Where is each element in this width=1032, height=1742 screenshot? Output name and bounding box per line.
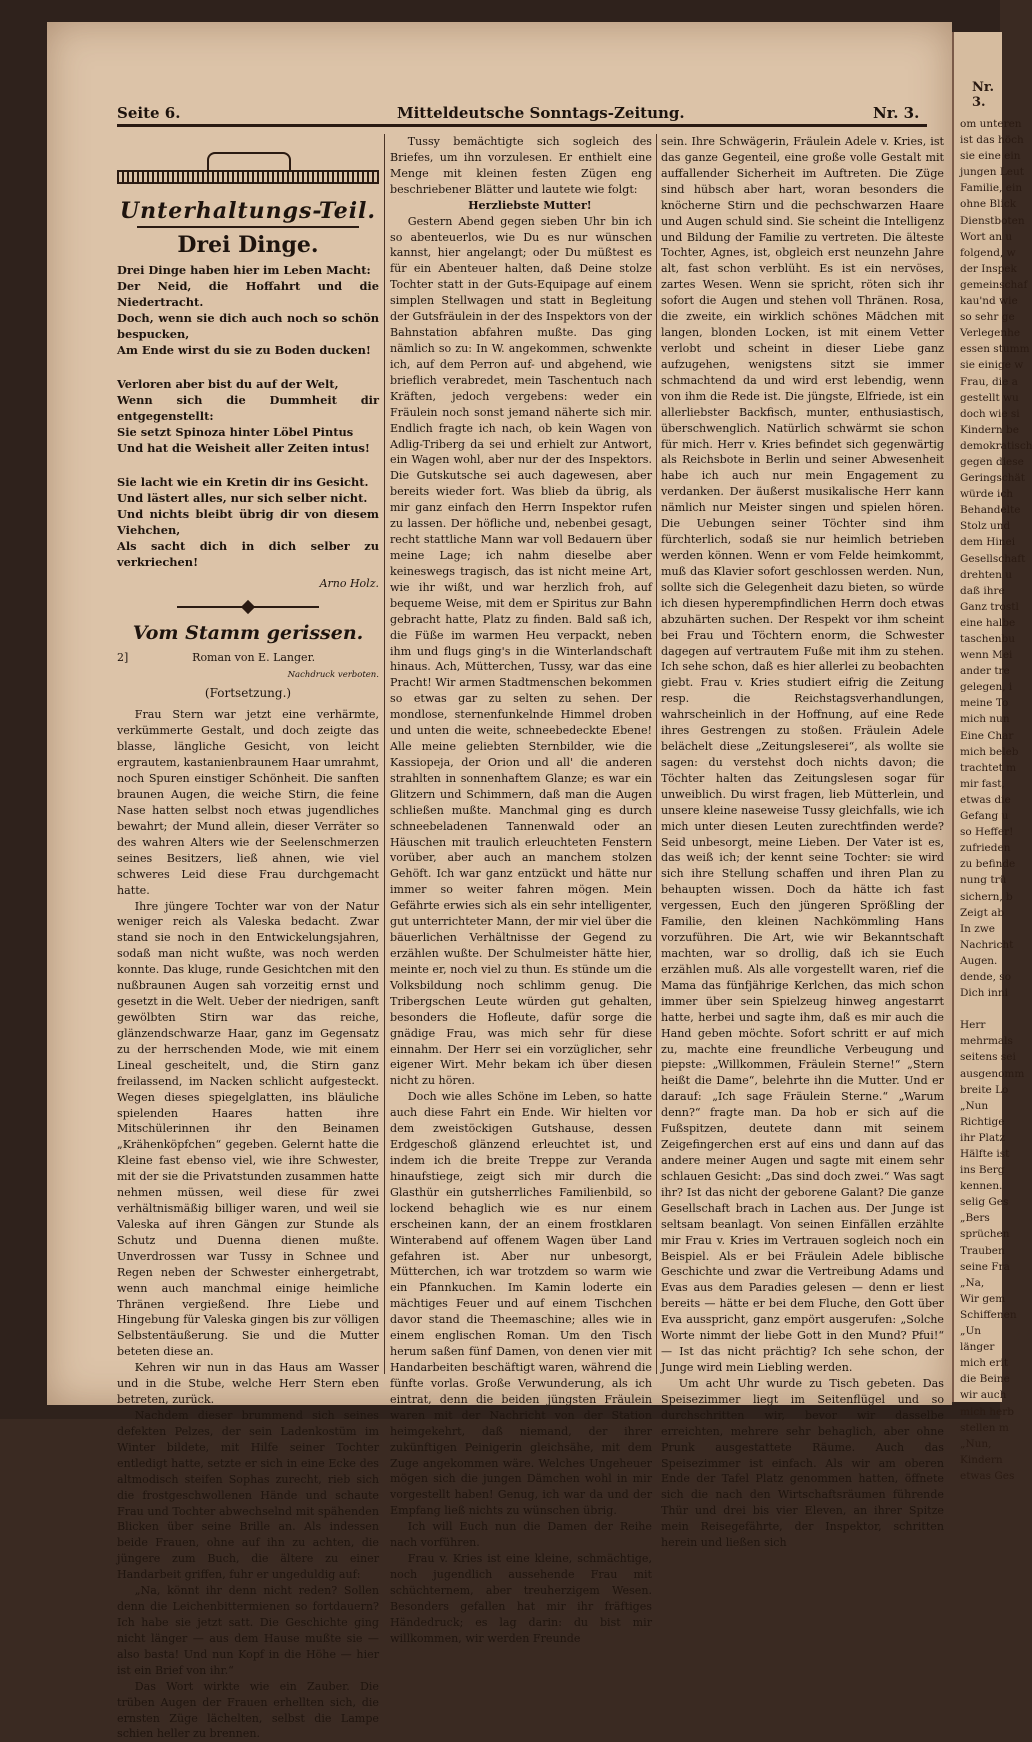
adjacent-page-edge	[952, 32, 1032, 1482]
adjacent-page-line: seine Fra	[960, 1260, 1010, 1273]
poem-stanza	[117, 376, 379, 456]
section-rule	[137, 226, 359, 228]
adjacent-page-line: Eine Char	[960, 729, 1014, 742]
poem-line: Der Neid, die Hoffahrt und die Niedertracht.	[117, 278, 379, 309]
novel-title: Vom Stamm gerissen.	[132, 621, 364, 644]
adjacent-page-line: zu befinde	[960, 858, 1016, 871]
adjacent-page-line: Schiffenen	[960, 1308, 1017, 1321]
paragraph: Gestern Abend gegen sieben Uhr bin ich so abenteuerlos, wie Du es nur wünschen kannst, hier angelangt; oder Du müßtest es für ein Abenteuer halten, daß Deine stolze Tochter statt in der Guts-Equipage auf einem simplen Stellwagen und statt in Begleitung der Gutsfräulein in der des Inspektors von der Bahnstation abfahren mußte. Das ging nämlich so zu: In W. angekommen, schwenkte ich, auf dem Perron auf- und abgehend, wie brieflich verabredet, mein Taschentuch nach Kräften, jedoch vergebens: weder ein Fräulein noch sonst jemand näherte sich mir. Endlich fragte ich nach, ob kein Wagen von Adlig-Triberg da sei und erhielt zur Antwort, ein Wagen wohl, aber nur der des Inspektors. Die Gutskutsche sei auch dagewesen, aber bereits wieder fort. Was blieb da übrig, als mir ganz einfach den Herrn Inspektor rufen zu lassen. Der höfliche und, nebenbei gesagt, recht stattliche Mann war voll Bedauern über meine Lage; ich nahm dieselbe aber keineswegs tragisch, das ist nicht meine Art, wie ihr wißt, und war herzlich froh, auf bequeme Weise, mit dem er Spiritus zur Bahn gebracht hatte, Platz zu finden. Bald saß ich, die Füße im warmen Heu verpackt, neben ihm und flugs ging's in die Winterlandschaft hinaus. Ach, Mütterchen, Tussy, war das eine Pracht! Wir armen Stadtmenschen bekommen so etwas gar zu selten zu sehen. Der mondlose, sternenfunkelnde Himmel droben und unten die weite, schneebedeckte Ebene! Alle meine geliebten Sternbilder, wie die Kassiopeja, der Orion und all' die anderen strahlten in sonnenhaftem Glanze; es war ein Glitzern und Schimmern, daß man die Augen schließen mußte. Manchmal ging es durch schneebeladenen Tannenwald oder an Häuschen mit traulich erleuchteten Fenstern vorüber, aber auch an manchem stolzen Gehöft. Ich war ganz entzückt und hätte nur immer so weiter fahren mögen. Mein Gefährte erwies sich als ein sehr intelligenter, gut unterrichteter Mann, der mir viel über die bäuerlichen Verhältnisse der Gegend zu erzählen wußte. Der Schulmeister hätte hier, meinte er, noch viel zu thun. Es stünde um die Volksbildung noch schlimm genug. Die Tribergschen Leute würden gut gehalten, besonders die Hofleute, dafür sorge die gnädige Frau, was mich sehr für diese einnahm. Der Herr sei ein vorzüglicher, sehr eigener Wirt. Mehr bekam ich über diesen nicht zu hören.	[390, 214, 652, 1088]
adjacent-page-line: ohne Blick	[960, 198, 1017, 211]
adjacent-page-line: der Inspek	[960, 262, 1017, 275]
adjacent-page-line: mich erit	[960, 1357, 1009, 1370]
adjacent-page-line: die Beine	[960, 1373, 1010, 1386]
adjacent-page-line: wenn Mei	[960, 649, 1013, 662]
adjacent-page-line: taschenbu	[960, 633, 1015, 645]
poem-line: Drei Dinge haben hier im Leben Macht:	[117, 262, 371, 277]
adjacent-page-line	[954, 1001, 1002, 1017]
novel-byline-row	[117, 650, 379, 666]
poem-line: Sie setzt Spinoza hinter Löbel Pintus	[117, 424, 354, 439]
adjacent-page-line: Stolz und	[960, 520, 1011, 533]
adjacent-page-line: daß ihre	[960, 584, 1005, 597]
adjacent-page-line: kennen.	[960, 1180, 1003, 1193]
adjacent-page-line: Ganz trostl	[960, 600, 1019, 613]
issue-number: Nr. 3.	[873, 104, 920, 122]
adjacent-page-line: Behandelte	[960, 504, 1021, 517]
paragraph: Ich will Euch nun die Damen der Reihe nach vorführen.	[390, 1520, 652, 1550]
poem-line: Und nichts bleibt übrig dir von diesem Viehchen,	[117, 506, 379, 537]
adjacent-page-line: wir auch	[960, 1389, 1007, 1402]
adjacent-page-line: essen stumm	[960, 343, 1030, 356]
adjacent-page-line: demokratisch	[960, 439, 1032, 452]
continuation-note: (Fortsetzung.)	[204, 685, 292, 700]
novel-byline: Roman von E. Langer.	[192, 650, 316, 664]
adjacent-page-line: länger	[960, 1341, 995, 1354]
newspaper-page	[47, 22, 952, 1741]
adjacent-page-line: Richtige	[960, 1115, 1005, 1128]
adjacent-page-line: Trauben	[960, 1244, 1005, 1257]
adjacent-page-line: Nachricht	[960, 938, 1014, 951]
adjacent-page-line: ist das höch	[960, 134, 1024, 147]
column-2	[390, 134, 652, 1647]
adjacent-page-line: mich nun	[960, 713, 1010, 726]
adjacent-page-line: breite Lo	[960, 1083, 1009, 1096]
paragraph: Doch wie alles Schöne im Leben, so hatte auch diese Fahrt ein Ende. Wir hielten vor dem zweistöckigen Gutshause, dessen Erdgeschoß glänzend erleuchtet ist, und indem ich die breite Treppe zur Veranda hinaufstiege, zeigt sich mir durch die Glasthür ein gutsherrliches Familienbild, so lockend behaglich wie es nur einem erscheinen kann, der an einem frostklaren Winterabend auf offenem Wagen über Land gefahren ist. Aber nur unbesorgt, Mütterchen, ich war trotzdem so warm wie ein Pfannkuchen. Im Kamin loderte ein mächtiges Feuer und auf einem Tischchen davor stand die Theemaschine; alles wie in einem englischen Roman. Um den Tisch herum saßen fünf Damen, von denen vier mit Handarbeiten beschäftigt waren, während die fünfte vorlas. Große Verwunderung, als ich eintrat, denn die beiden jüngsten Fräulein waren mit der Nachricht von der Station heimgekehrt, daß niemand, der ihrer zukünftigen Peinigerin gleichsähe, mit dem Zuge angekommen wäre. Welches Ungeheuer mögen sich die jungen Dämchen wohl in mir vorgestellt haben! Genug, ich war da und der Empfang ließ nichts zu wünschen übrig.	[390, 1090, 652, 1518]
adjacent-page-line: dende, so	[960, 970, 1012, 983]
poem-stanza	[117, 474, 379, 570]
page-number: Seite 6.	[117, 104, 181, 122]
adjacent-page-line: Frau, die a	[960, 375, 1018, 388]
ornament-arch	[207, 152, 291, 170]
adjacent-page-line: om unteren	[960, 118, 1022, 130]
adjacent-page-line: ihr Platz	[960, 1131, 1005, 1144]
paragraph: Nachdem dieser brummend sich seines defekten Pelzes, der sein Ladenkostüm im Winter bildete, mit Hilfe seiner Tochter entledigt hatte, setzte er sich in eine Ecke des altmodisch steifen Sophas zurecht, rieb sich die frostgeschwollenen Hände und schaute Frau und Tochter abwechselnd mit spähenden Blicken über seine Brille an. Als indessen beide Frauen, ohne auf ihn zu achten, die jüngere zum Buch, die ältere zu einer Handarbeit griffen, fuhr er ungeduldig auf:	[117, 1409, 379, 1582]
adjacent-page-line: ander tre	[960, 665, 1010, 678]
adjacent-page-line: würde ich	[960, 488, 1014, 501]
section-title: Unterhaltungs-Teil.	[119, 198, 377, 224]
section-divider	[177, 606, 319, 608]
adjacent-page-line: Gesellschaft	[960, 552, 1026, 565]
adjacent-page-line: folgend, w	[960, 246, 1016, 259]
adjacent-page-line: Gefang u	[960, 810, 1009, 823]
newspaper-title: Mitteldeutsche Sonntags-Zeitung.	[397, 104, 685, 122]
adjacent-page-line: etwas Ges	[960, 1469, 1015, 1482]
paragraph: Ihre jüngere Tochter war von der Natur weniger reich als Valeska bedacht. Zwar stand sie noch in den Entwickelungsjahren, sodaß man nicht wußte, was noch werden konnte. Das kluge, runde Gesichtchen mit den nußbraunen Augen sah vorzeitig ernst und gesetzt in die Welt. Ueber der niedrigen, sanft gewölbten Stirn war das reiche, glänzendschwarze Haar, ganz im Gegensatz zu der herrschenden Mode, wie mit einem Lineal gescheitelt, und, die Stirn ganz freilassend, im Nacken schlicht aufgesteckt. Wegen dieses spiegelglatten, ins bläuliche spielenden Haares hatten ihre Mitschülerinnen ihr den Beinamen „Krähenköpfchen“ gegeben. Gelernt hatte die Kleine fast ebenso viel, wie ihre Schwester, mit der sie die Privatstunden zusammen hatte nehmen müssen, weil diese für zwei verhältnismäßig billiger waren, und weil sie Valeska auf ihren Gängen zur Stunde als Schutz und Duenna dienen mußte. Unverdrossen war Tussy in Schnee und Regen neben der Schwester einhergetrabt, wenn auch manchmal einige heimliche Thränen vergießend. Ihre Liebe und Hingebung für Valeska gingen bis zur völligen Selbstentäußerung. Sie und die Mutter beteten diese an.	[117, 899, 379, 1359]
adjacent-page-line: gegen diese	[960, 455, 1024, 468]
adjacent-page-line: gestellt wu	[960, 391, 1019, 404]
ornament-bar	[117, 170, 379, 184]
poem-author: Arno Holz.	[319, 576, 379, 590]
adjacent-page-line: drehten u	[960, 568, 1013, 581]
adjacent-page-line: sichern, b	[960, 890, 1013, 903]
novel-part: 2]	[117, 650, 129, 664]
adjacent-page-line: gemeinschaf	[960, 278, 1028, 291]
paragraph: Um acht Uhr wurde zu Tisch gebeten. Das Speisezimmer liegt im Seitenflügel und so durchschritten wir, bevor wir dasselbe erreichten, mehrere sehr behaglich, aber ohne Prunk ausgestattete Räume. Auch das Speisezimmer ist einfach. Als wir am oberen Ende der Tafel Platz genommen hatten, öffnete sich die nach den Wirtschaftsräumen führende Thür und drei bis vier Eleven, an ihrer Spitze mein Reisegefährte, der Inspektor, schritten herein und ließen sich	[661, 1376, 944, 1550]
adjacent-page-line: sprüchen	[960, 1228, 1010, 1241]
adjacent-page-line: meine To	[960, 697, 1009, 710]
adjacent-page-line: Kindern be	[960, 423, 1019, 436]
adjacent-page-line: trachtet m	[960, 761, 1017, 774]
poem-stanza	[117, 262, 379, 358]
paragraph: Das Wort wirkte wie ein Zauber. Die trüben Augen der Frauen erhellten sich, die ernsten Züge lächelten, selbst die Lampe schien heller zu brennen.	[117, 1679, 379, 1741]
paragraph: Frau v. Kries ist eine kleine, schmächtige, noch jugendlich aussehende Frau mit schüchternem, aber treuherzigem Wesen. Besonders gefallen hat mir ihr fräftiges Händedruck; es lag darin: du bist mir willkommen, wir werden Freunde	[390, 1552, 652, 1645]
adjacent-page-line: Zeigt ab	[960, 906, 1005, 919]
adjacent-page-line: ins Berg	[960, 1164, 1005, 1177]
section-ornament	[117, 150, 379, 200]
adjacent-page-line: mir fast,	[960, 777, 1005, 790]
paragraph: sein. Ihre Schwägerin, Fräulein Adele v. Kries, ist das ganze Gegenteil, eine große volle Gestalt mit auffallender Sicherheit im Auftreten. Die Züge sind hübsch aber hart, woran besonders die knöcherne Stirn und die pechschwarzen Haare und Augen schuld sind. Sie scheint die Intelligenz und Bildung der Familie zu vertreten. Die älteste Tochter, Agnes, ist, obgleich erst neunzehn Jahre alt, fast schon verblüht. Es ist ein nervöses, zartes Wesen. Wenn sie spricht, röten sich ihr sofort die Augen und stehen voll Thränen. Rosa, die zweite, ein wirklich schönes Mädchen mit langen, blonden Locken, ist mit einem Vetter verlobt und scheint in dieser Liebe ganz aufzugehen, wenigstens sitzt sie immer schmachtend da und wird erst lebendig, wenn von ihm die Rede ist. Die jüngste, Elfriede, ist ein allerliebster Backfisch, munter, enthusiastisch, überschwenglich. Natürlich schwärmt sie schon für mich. Herr v. Kries befindet sich gegenwärtig als Reichsbote in Berlin und seiner Abwesenheit habe ich auch nur mein Engagement zu verdanken. Der äußerst musikalische Herr kann nämlich nur Meister singen und spielen hören. Die Uebungen seiner Töchter sind ihm fürchterlich, sodaß sie nur heimlich betrieben werden können. Wenn er vom Felde heimkommt, muß das Klavier sofort geschlossen werden. Nun, sollte sich die Gelegenheit dazu bieten, so würde ich diesen hyperempfindlichen Herrn doch etwas abzuhärten suchen. Der Respekt vor ihm scheint bei Frau und Töchtern enorm, die Schwester dagegen auf vertrautem Fuße mit ihm zu stehen. Ich sehe schon, daß es hier allerlei zu beobachten giebt. Frau v. Kries studiert eifrig die Zeitung resp. die Reichstagsverhandlungen, wahrscheinlich in der Hoffnung, auf eine Rede ihres Gestrengen zu stoßen. Fräulein Adele belächelt diese „Zeitungsleserei“, als wollte sie sagen: du verstehst doch nichts davon; die Töchter halten das Zeitungslesen sogar für unweiblich. Du wirst fragen, lieb Mütterlein, und unsere kleine naseweise Tussy gleichfalls, wie ich mich unter diesen Leuten zurechtfinden werde? Seid unbesorgt, meine Lieben. Der Vater ist es, das weiß ich; der kennt seine Tochter: sie wird sich ihre Stellung schaffen und ihren Plan zu behaupten wissen. Doch da hätte ich fast vergessen, Euch den jüngeren Sprößling der Familie, den kleinen Nachkömmling Hans vorzuführen. Die Art, wie wir Bekanntschaft machten, war so drollig, daß ich sie Euch erzählen muß. Als alle vorgestellt waren, rief die Mama das fünfjährige Kerlchen, das mich schon immer über sein Spielzeug hinweg angestarrt hatte, herbei und sagte ihm, daß es mir auch die Hand geben möchte. Sofort schritt er auf mich zu, machte eine freundliche Verbeugung und piepste: „Willkommen, Fräulein Sterne!“ „Stern heißt die Dame“, belehrte ihn die Mutter. Und er darauf: „Ich sage Fräulein Sterne.“ „Warum denn?“ fragte man. Da hob er sich auf die Fußspitzen, deutete dann mit seinem Zeigefingerchen erst auf eins und dann auf das andere meiner Augen und sagte mit einem sehr schlauen Gesicht: „Das sind doch zwei.“ Was sagt ihr? Ist das nicht der geborene Galant? Die ganze Gesellschaft brach in Lachen aus. Der Junge ist seltsam beanlagt. Von seinen Einfällen erzählte mir Frau v. Kries im Vertrauen sogleich noch ein Beispiel. Als er bei Fräulein Adele biblische Geschichte und zwar die Vertreibung Adams und Evas aus dem Paradies gelesen — denn er liest bereits — hätte er bei dem Fluche, den Gott über Eva ausspricht, ganz empört ausgerufen: „Solche Worte nimmt der liebe Gott in den Mund? Pfui!“ — Ist das nicht prächtig? Ich sehe schon, der Junge wird mein Liebling werden.	[661, 135, 944, 1374]
paragraph: Frau Stern war jetzt eine verhärmte, verkümmerte Gestalt, und doch zeigte das blasse, längliche Gesicht, von leicht ergrautem, kastanienbraunem Haar umrahmt, noch Spuren einstiger Schönheit. Die sanften braunen Augen, die weiche Stirn, die feine Nase hatten selbst noch etwas jugendliches bewahrt; der Mund allein, dieser Verräter so des wahren Alters wie der Seelenschmerzen seines Besitzers, ließ ahnen, wie viel schweres Leid diese Frau durchgemacht hatte.	[117, 708, 380, 897]
adjacent-page-line: sie einige w	[960, 359, 1024, 372]
adjacent-page-line: Augen.	[960, 954, 998, 967]
adjacent-page-line: Familie, ein	[960, 182, 1023, 195]
adjacent-page-line: eine halbe	[960, 616, 1016, 629]
paragraph: Tussy bemächtigte sich sogleich des Briefes, um ihn vorzulesen. Er enthielt eine Menge mit kleinen festen Zügen eng beschriebener Blätter und lautete wie folgt:	[390, 135, 652, 196]
adjacent-page-line: Wir gem	[960, 1292, 1006, 1305]
adjacent-page-line: „Nun,	[960, 1437, 992, 1450]
poem-line: Und hat die Weisheit aller Zeiten intus!	[117, 440, 370, 455]
adjacent-page-line: dem Hinei	[960, 536, 1016, 549]
adjacent-page-line: Kindern	[960, 1453, 1003, 1466]
adjacent-page-line: „Bers	[960, 1212, 990, 1225]
adjacent-page-text	[954, 116, 1032, 1484]
poem	[117, 262, 379, 570]
adjacent-page-line: zufrieden	[960, 842, 1011, 855]
adjacent-page-line: Hälfte ist	[960, 1148, 1010, 1160]
paragraph: „Na, könnt ihr denn nicht reden? Sollen denn die Leichenbittermienen so fortdauern? Ich habe sie jetzt satt. Die Geschichte ging nicht länger — aus dem Hause mußte sie — also basta! Und nun Kopf in die Höhe — hier ist ein Brief von ihr.“	[117, 1584, 379, 1677]
adjacent-page-line: etwas die	[960, 793, 1011, 806]
poem-line: Sie lacht wie ein Kretin dir ins Gesicht.	[117, 474, 369, 489]
column-rule	[656, 134, 657, 1374]
poem-line: Verloren aber bist du auf der Welt,	[117, 376, 339, 391]
paragraph: Kehren wir nun in das Haus am Wasser und in die Stube, welche Herr Stern eben betreten, zurück.	[117, 1361, 379, 1407]
adjacent-page-line: Dich inni	[960, 987, 1008, 1000]
adjacent-page-line: Dienstboten	[960, 214, 1025, 227]
adjacent-page-line: kau'nd wie	[960, 295, 1018, 308]
adjacent-page-line: mich beleb	[960, 745, 1019, 758]
poem-line: Doch, wenn sie dich auch noch so schön bespucken,	[117, 310, 379, 341]
adjacent-page-line: nung trü	[960, 874, 1007, 887]
adjacent-page-line: seitens sei	[960, 1051, 1016, 1064]
adjacent-page-line: „Un	[960, 1325, 982, 1338]
letter-greeting: Herzliebste Mutter!	[468, 198, 592, 212]
adjacent-page-line: sie eine ein	[960, 150, 1021, 163]
adjacent-page-line: stellen m	[960, 1421, 1009, 1434]
poem-line: Und lästert alles, nur sich selber nicht.	[117, 490, 368, 505]
adjacent-page-line: so sehr ge	[960, 311, 1015, 324]
adjacent-page-line: mich herb	[960, 1405, 1015, 1418]
header-rule	[117, 124, 927, 127]
adjacent-page-line: „Nun	[960, 1099, 989, 1112]
adjacent-page-line: Wort an u	[960, 230, 1013, 243]
poem-line: Als sacht dich in dich selber zu verkriechen!	[117, 538, 379, 569]
reprint-notice: Nachdruck verboten.	[287, 669, 379, 680]
adjacent-page-line: mehrmals	[960, 1035, 1013, 1048]
adjacent-page-line: Herr	[960, 1019, 986, 1032]
adjacent-page-line: ausgenomm	[960, 1067, 1025, 1080]
adjacent-page-line: „Na,	[960, 1276, 985, 1289]
poem-title: Drei Dinge.	[177, 231, 319, 258]
adjacent-page-number: Nr. 3.	[972, 80, 995, 110]
column-1	[117, 134, 379, 1742]
adjacent-page-line: so Heffer!	[960, 826, 1014, 839]
adjacent-page-line: gelegen, i	[960, 681, 1013, 694]
column-3	[661, 134, 944, 1551]
column-rule	[384, 134, 385, 1374]
adjacent-page-line: Verlegenhe	[960, 327, 1021, 340]
adjacent-page-line: jungen Leut	[960, 166, 1024, 179]
adjacent-page-line: In zwe	[960, 922, 995, 935]
poem-line: Wenn sich die Dummheit dir entgegenstellt:	[117, 392, 379, 423]
adjacent-page-line: Geringschät	[960, 472, 1025, 485]
adjacent-page-line: doch wie si	[960, 407, 1020, 420]
poem-line: Am Ende wirst du sie zu Boden ducken!	[117, 342, 371, 357]
adjacent-page-line: selig Ges	[960, 1196, 1009, 1209]
